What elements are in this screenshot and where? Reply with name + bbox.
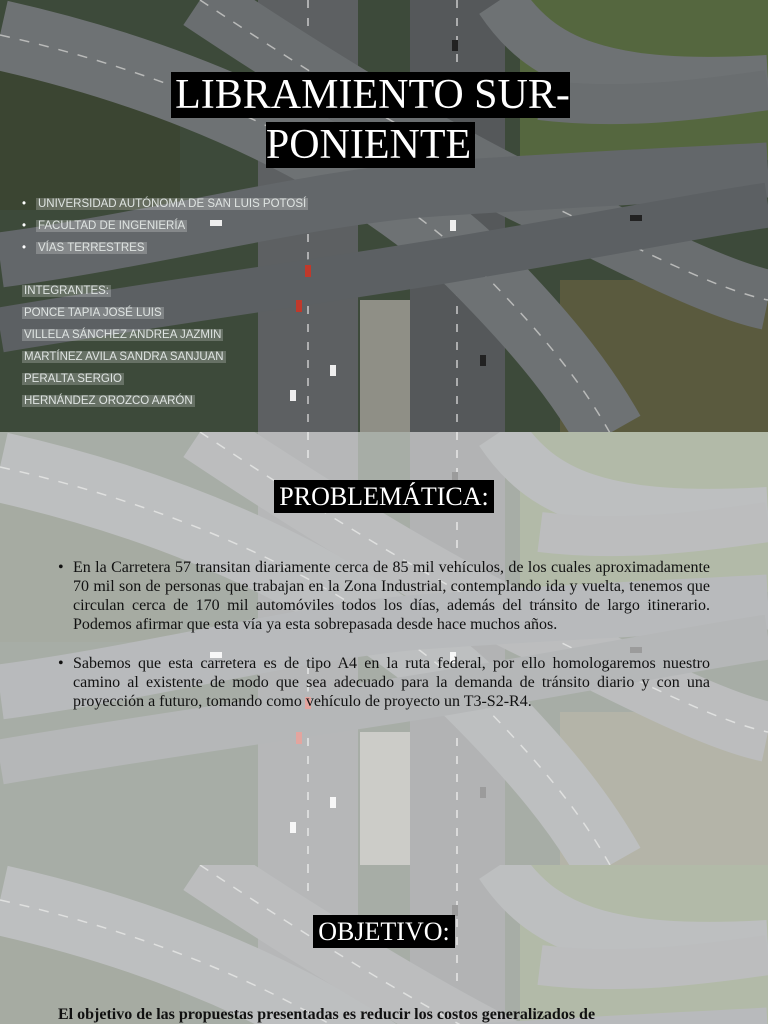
bullet-icon: • [22, 220, 27, 232]
bullet-icon: • [22, 198, 27, 210]
slide-heading: OBJETIVO: [0, 917, 768, 947]
list-item: • En la Carretera 57 transitan diariamente cerca de 85 mil vehículos, de los cuales aproximadamente 70 mil son de personas que trabajan en la Zona Industrial, contemplando ida y vuelta, tenemos que circulan cerca de 170 mil automóviles todos los días, además del tránsito de largo itinerario. Podemos afirmar que esta vía ya esta sobrepasada desde hace muchos años. [58, 559, 710, 633]
institution-list [22, 193, 308, 259]
team-list [22, 280, 226, 412]
title-slide [0, 0, 768, 432]
team-member: PONCE TAPIA JOSÉ LUIS [24, 307, 162, 319]
team-member: MARTÍNEZ AVILA SANDRA SANJUAN [24, 351, 224, 363]
bullet-icon: • [58, 559, 64, 576]
team-member: PERALTA SERGIO [24, 373, 122, 385]
objective-paragraph: El objetivo de las propuestas presentadas es reducir los costos generalizados de [58, 1006, 596, 1023]
list-item: • Sabemos que esta carretera es de tipo A4 en la ruta federal, por ello homologaremos nuestro camino al existente de modo que sea adecuado para la demanda de tránsito diario y con una proyección a futuro, tomando como vehículo de proyecto un T3-S2-R4. [58, 655, 710, 710]
presentation-title: LIBRAMIENTO SUR-PONIENTE [143, 70, 598, 170]
list-item: • VÍAS TERRESTRES [22, 237, 308, 259]
bullet-icon: • [22, 242, 27, 254]
team-heading: INTEGRANTES: [24, 285, 109, 297]
problem-list [58, 558, 710, 731]
list-item: • UNIVERSIDAD AUTÓNOMA DE SAN LUIS POTOSÍ [22, 193, 308, 215]
list-item: • FACULTAD DE INGENIERÍA [22, 215, 308, 237]
team-member: HERNÁNDEZ OROZCO AARÓN [24, 395, 193, 407]
team-member: VILLELA SÁNCHEZ ANDREA JAZMIN [24, 329, 222, 341]
problem-slide [0, 432, 768, 865]
objective-slide [0, 865, 768, 1024]
slide-heading: PROBLEMÁTICA: [0, 482, 768, 512]
bullet-icon: • [58, 655, 64, 672]
